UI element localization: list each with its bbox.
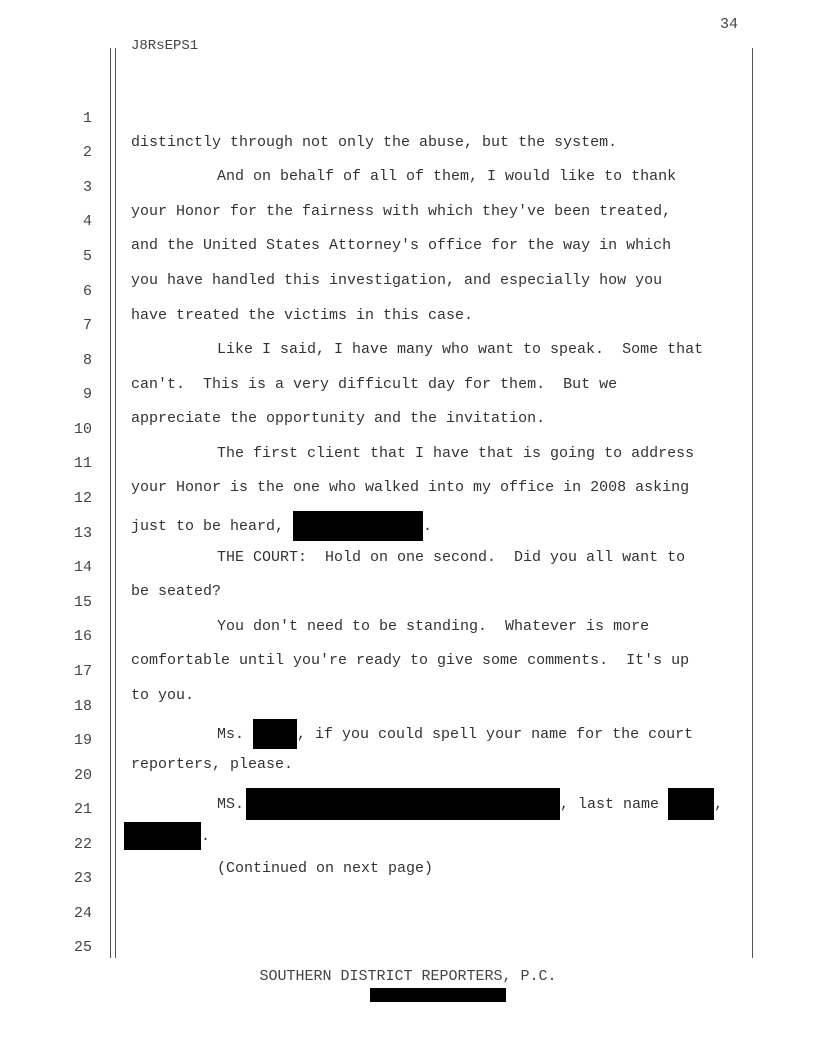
line-text-before: just to be heard, <box>131 517 285 535</box>
line-number: 5 <box>82 248 92 265</box>
line-text: comfortable until you're ready to give some comments. It's up <box>131 652 690 669</box>
line-text: have treated the victims in this case. <box>131 307 474 324</box>
line-number: 20 <box>73 767 92 784</box>
line-text-before: Ms. <box>217 725 245 743</box>
line-number: 18 <box>73 698 92 715</box>
line-number: 3 <box>82 179 92 196</box>
line-number: 25 <box>73 939 92 956</box>
line-text: and the United States Attorney's office for the way in which <box>131 237 672 254</box>
line-number: 16 <box>73 628 92 645</box>
line-number: 4 <box>82 213 92 230</box>
line-text: distinctly through not only the abuse, but the system. <box>131 134 618 151</box>
line-number: 1 <box>82 110 92 127</box>
line-number: 12 <box>73 490 92 507</box>
footer-reporter-name: SOUTHERN DISTRICT REPORTERS, P.C. <box>259 968 557 985</box>
case-id: J8RsEPS1 <box>131 38 199 54</box>
transcript-line <box>0 878 816 922</box>
line-number: 23 <box>73 870 92 887</box>
line-text-after: , <box>714 795 724 813</box>
page-number: 34 <box>719 16 738 33</box>
line-text-before: MS. <box>217 795 245 813</box>
transcript-line <box>0 912 816 956</box>
line-text: reporters, please. <box>131 756 294 773</box>
line-text-after: , if you could spell your name for the court <box>297 725 694 743</box>
line-text-after: . <box>423 517 433 535</box>
line-number: 8 <box>82 352 92 369</box>
line-number: 11 <box>73 455 92 472</box>
line-text: And on behalf of all of them, I would like to thank <box>217 168 677 185</box>
transcript-line <box>0 809 816 877</box>
transcript-line <box>0 83 816 151</box>
line-text: can't. This is a very difficult day for them. But we <box>131 376 618 393</box>
line-number: 22 <box>73 836 92 853</box>
line-number: 2 <box>82 144 92 161</box>
line-text-middle: , last name <box>560 795 660 813</box>
line-number: 6 <box>82 283 92 300</box>
line-number: 17 <box>73 663 92 680</box>
line-text: be seated? <box>131 583 222 600</box>
line-number: 21 <box>73 801 92 818</box>
footer-redaction-box <box>370 988 506 1002</box>
line-number: 9 <box>82 386 92 403</box>
line-text: Like I said, I have many who want to speak. Some that <box>217 341 704 358</box>
line-number: 15 <box>73 594 92 611</box>
line-number: 13 <box>73 525 92 542</box>
line-number: 7 <box>82 317 92 334</box>
line-text: (Continued on next page) <box>217 860 434 877</box>
line-text: your Honor is the one who walked into my office in 2008 asking <box>131 479 690 496</box>
line-number: 19 <box>73 732 92 749</box>
line-number: 10 <box>73 421 92 438</box>
line-text: to you. <box>131 687 195 704</box>
line-text: THE COURT: Hold on one second. Did you all want to <box>217 549 686 566</box>
line-text: You don't need to be standing. Whatever is more <box>217 618 650 635</box>
line-text: The first client that I have that is going to address <box>217 445 695 462</box>
line-number: 24 <box>73 905 92 922</box>
line-text-after: . <box>201 827 211 845</box>
line-text: you have handled this investigation, and especially how you <box>131 272 663 289</box>
line-text: your Honor for the fairness with which they've been treated, <box>131 203 672 220</box>
line-text: appreciate the opportunity and the invitation. <box>131 410 546 427</box>
line-number: 14 <box>73 559 92 576</box>
